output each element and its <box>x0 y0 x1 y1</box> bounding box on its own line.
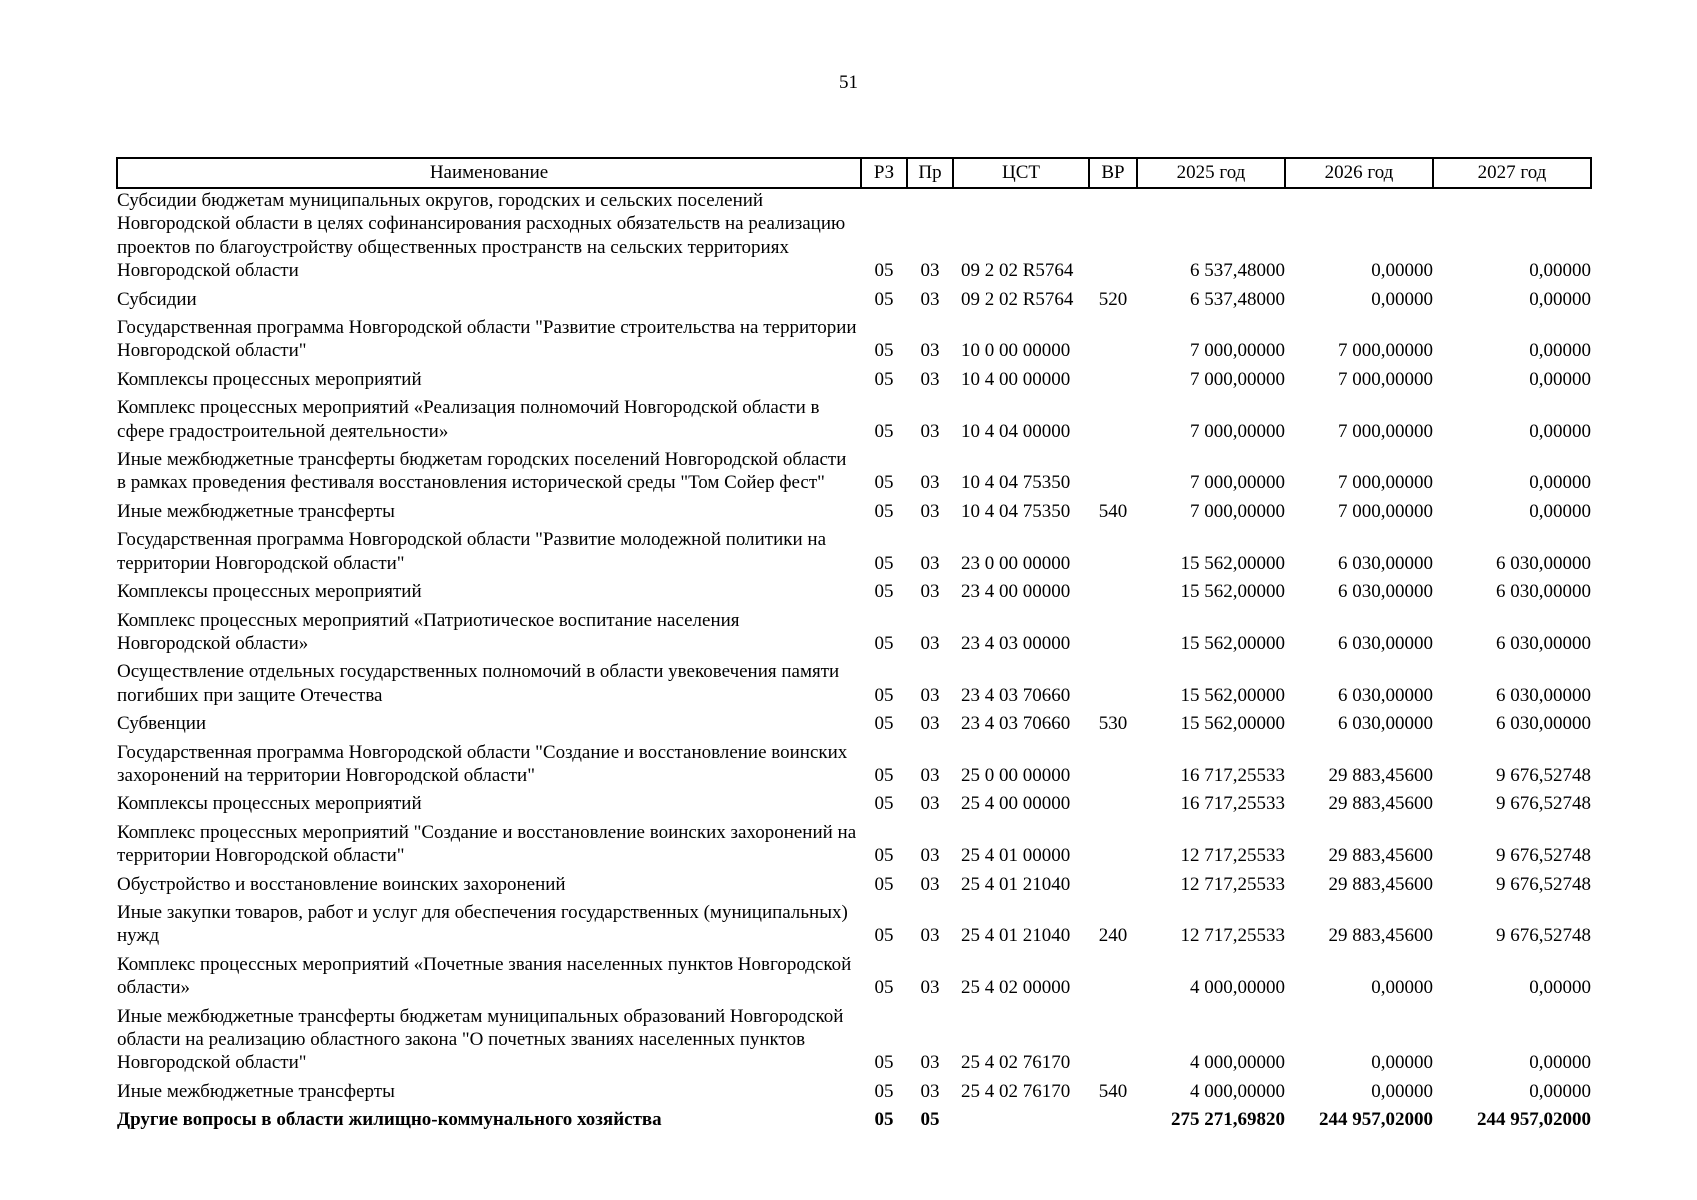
cell-pr: 05 <box>920 1109 940 1131</box>
cell-2026: 6 030,00000 <box>1338 713 1433 735</box>
cell-2027: 6 030,00000 <box>1496 632 1591 654</box>
cell-name: Осуществление отдельных государственных полномочий в области увековечения памяти погибших при защите Отечества <box>117 661 840 706</box>
cell-name: Субвенции <box>117 713 207 735</box>
cell-rz: 05 <box>874 684 894 706</box>
cell-vr <box>1089 188 1137 288</box>
cell-2027: 9 676,52748 <box>1496 793 1591 815</box>
cell-2026: 6 030,00000 <box>1338 684 1433 706</box>
cell-2026: 7 000,00000 <box>1338 472 1433 494</box>
header-rz: РЗ <box>861 158 907 188</box>
cell-2026: 0,00000 <box>1371 1052 1433 1074</box>
cell-2025: 7 000,00000 <box>1190 472 1285 494</box>
cell-2026: 29 883,45600 <box>1328 873 1433 895</box>
cell-pr: 03 <box>920 368 940 390</box>
cell-name: Обустройство и восстановление воинских захоронений <box>117 873 566 895</box>
cell-2026: 7 000,00000 <box>1338 368 1433 390</box>
cell-vr <box>1089 1005 1137 1080</box>
cell-2025: 7 000,00000 <box>1190 500 1285 522</box>
cell-2027: 0,00000 <box>1529 260 1591 282</box>
cell-vr <box>1089 316 1137 368</box>
cell-pr: 03 <box>920 552 940 574</box>
table-row <box>117 580 1591 608</box>
table-body <box>117 188 1591 1137</box>
cell-2027: 9 676,52748 <box>1496 845 1591 867</box>
budget-table <box>116 157 1592 1137</box>
table-row <box>117 316 1591 368</box>
cell-2026: 29 883,45600 <box>1328 925 1433 947</box>
table-row <box>117 500 1591 528</box>
cell-rz: 05 <box>874 552 894 574</box>
cell-vr <box>1089 741 1137 793</box>
cell-2027: 6 030,00000 <box>1496 713 1591 735</box>
cell-cst: 25 4 02 76170 <box>961 1080 1071 1102</box>
cell-pr: 03 <box>920 684 940 706</box>
cell-vr <box>1089 953 1137 1005</box>
cell-vr <box>1089 448 1137 500</box>
cell-cst: 25 4 02 00000 <box>961 977 1071 999</box>
cell-2025: 15 562,00000 <box>1180 684 1285 706</box>
cell-2026: 244 957,02000 <box>1319 1109 1433 1131</box>
cell-2026: 6 030,00000 <box>1338 552 1433 574</box>
cell-cst: 25 4 01 21040 <box>961 873 1071 895</box>
cell-pr: 03 <box>920 420 940 442</box>
cell-vr: 540 <box>1098 500 1128 522</box>
cell-rz: 05 <box>874 632 894 654</box>
cell-2027: 9 676,52748 <box>1496 873 1591 895</box>
cell-cst: 25 4 02 76170 <box>961 1052 1071 1074</box>
header-pr: Пр <box>907 158 953 188</box>
cell-cst: 23 4 00 00000 <box>961 581 1071 603</box>
cell-2027: 0,00000 <box>1529 288 1591 310</box>
cell-pr: 03 <box>920 260 940 282</box>
cell-2025: 6 537,48000 <box>1190 288 1285 310</box>
cell-cst: 09 2 02 R5764 <box>961 288 1074 310</box>
cell-vr <box>1089 660 1137 712</box>
table-row <box>117 660 1591 712</box>
cell-2025: 15 562,00000 <box>1180 552 1285 574</box>
cell-name: Субсидии бюджетам муниципальных округов, городских и сельских поселений Новгородской области в целях софинансирования расходных обязательств на реализацию проектов по благоустройству общественных пространств на сельских территориях Новгородской области <box>117 190 846 282</box>
cell-2026: 7 000,00000 <box>1338 500 1433 522</box>
cell-name: Субсидии <box>117 288 197 310</box>
cell-cst: 23 4 03 00000 <box>961 632 1071 654</box>
cell-cst: 23 4 03 70660 <box>961 684 1071 706</box>
cell-pr: 03 <box>920 340 940 362</box>
cell-2025: 16 717,25533 <box>1180 764 1285 786</box>
cell-2027: 244 957,02000 <box>1477 1109 1591 1131</box>
cell-pr: 03 <box>920 793 940 815</box>
table-row <box>117 873 1591 901</box>
cell-cst: 23 4 03 70660 <box>961 713 1071 735</box>
table-row <box>117 188 1591 288</box>
cell-vr <box>1089 609 1137 661</box>
cell-rz: 05 <box>874 977 894 999</box>
cell-2025: 6 537,48000 <box>1190 260 1285 282</box>
cell-vr: 530 <box>1098 713 1128 735</box>
cell-pr: 03 <box>920 288 940 310</box>
cell-2025: 15 562,00000 <box>1180 713 1285 735</box>
cell-2027: 0,00000 <box>1529 368 1591 390</box>
table-row <box>117 953 1591 1005</box>
table-row <box>117 448 1591 500</box>
table-row <box>117 821 1591 873</box>
cell-pr: 03 <box>920 632 940 654</box>
header-2025: 2025 год <box>1137 158 1285 188</box>
cell-2025: 275 271,69820 <box>1171 1109 1285 1131</box>
cell-name: Другие вопросы в области жилищно-коммунального хозяйства <box>117 1109 662 1131</box>
header-cst: ЦСТ <box>953 158 1089 188</box>
cell-rz: 05 <box>874 925 894 947</box>
cell-rz: 05 <box>874 1080 894 1102</box>
cell-vr <box>1089 821 1137 873</box>
cell-pr: 03 <box>920 764 940 786</box>
header-vr: ВР <box>1089 158 1137 188</box>
cell-cst: 10 4 04 00000 <box>961 420 1071 442</box>
cell-pr: 03 <box>920 873 940 895</box>
cell-2025: 12 717,25533 <box>1180 873 1285 895</box>
cell-2027: 0,00000 <box>1529 1080 1591 1102</box>
cell-pr: 03 <box>920 1080 940 1102</box>
cell-pr: 03 <box>920 472 940 494</box>
cell-2025: 4 000,00000 <box>1190 1052 1285 1074</box>
table-row <box>117 741 1591 793</box>
cell-2026: 0,00000 <box>1371 977 1433 999</box>
cell-pr: 03 <box>920 925 940 947</box>
cell-2026: 7 000,00000 <box>1338 340 1433 362</box>
cell-cst: 25 0 00 00000 <box>961 764 1071 786</box>
cell-rz: 05 <box>874 713 894 735</box>
cell-rz: 05 <box>874 472 894 494</box>
cell-rz: 05 <box>874 1052 894 1074</box>
table-row <box>117 396 1591 448</box>
cell-2026: 6 030,00000 <box>1338 632 1433 654</box>
cell-vr <box>1089 528 1137 580</box>
cell-name: Комплекс процессных мероприятий "Создание и восстановление воинских захоронений на территории Новгородской области" <box>117 821 857 867</box>
cell-rz: 05 <box>874 764 894 786</box>
cell-vr: 520 <box>1098 288 1128 310</box>
table-row <box>117 1080 1591 1108</box>
page-number: 51 <box>839 72 858 93</box>
table-row <box>117 901 1591 953</box>
cell-rz: 05 <box>874 581 894 603</box>
cell-name: Иные межбюджетные трансферты бюджетам муниципальных образований Новгородской области на реализацию областного закона "О почетных званиях населенных пунктов Новгородской области" <box>117 1005 844 1074</box>
cell-2025: 16 717,25533 <box>1180 793 1285 815</box>
cell-2027: 0,00000 <box>1529 340 1591 362</box>
cell-2025: 7 000,00000 <box>1190 368 1285 390</box>
cell-name: Государственная программа Новгородской области "Развитие молодежной политики на территории Новгородской области" <box>117 529 827 574</box>
cell-2027: 6 030,00000 <box>1496 684 1591 706</box>
cell-vr <box>1089 1108 1137 1136</box>
cell-2027: 9 676,52748 <box>1496 925 1591 947</box>
cell-cst: 09 2 02 R5764 <box>961 260 1074 282</box>
cell-2027: 0,00000 <box>1529 472 1591 494</box>
table-row <box>117 368 1591 396</box>
cell-vr <box>1089 873 1137 901</box>
cell-vr: 540 <box>1098 1080 1128 1102</box>
cell-cst: 10 0 00 00000 <box>961 340 1071 362</box>
cell-rz: 05 <box>874 340 894 362</box>
cell-name: Комплексы процессных мероприятий <box>117 368 422 390</box>
cell-2027: 9 676,52748 <box>1496 764 1591 786</box>
cell-rz: 05 <box>874 873 894 895</box>
cell-cst: 10 4 00 00000 <box>961 368 1071 390</box>
cell-2026: 7 000,00000 <box>1338 420 1433 442</box>
cell-2027: 0,00000 <box>1529 420 1591 442</box>
cell-pr: 03 <box>920 713 940 735</box>
cell-2027: 0,00000 <box>1529 977 1591 999</box>
cell-2027: 6 030,00000 <box>1496 581 1591 603</box>
cell-2025: 12 717,25533 <box>1180 845 1285 867</box>
cell-2026: 0,00000 <box>1371 1080 1433 1102</box>
table-header-row <box>117 158 1591 188</box>
cell-cst: 10 4 04 75350 <box>961 500 1071 522</box>
cell-rz: 05 <box>874 288 894 310</box>
cell-name: Комплексы процессных мероприятий <box>117 793 422 815</box>
cell-rz: 05 <box>874 500 894 522</box>
cell-vr <box>1089 368 1137 396</box>
table-row <box>117 528 1591 580</box>
header-2027: 2027 год <box>1433 158 1591 188</box>
table-row <box>117 1005 1591 1080</box>
cell-vr <box>1089 792 1137 820</box>
cell-2027: 6 030,00000 <box>1496 552 1591 574</box>
cell-2025: 4 000,00000 <box>1190 1080 1285 1102</box>
cell-name: Иные межбюджетные трансферты <box>117 1080 395 1102</box>
cell-2027: 0,00000 <box>1529 1052 1591 1074</box>
cell-2026: 6 030,00000 <box>1338 581 1433 603</box>
cell-cst: 23 0 00 00000 <box>961 552 1071 574</box>
cell-name: Государственная программа Новгородской области "Создание и восстановление воинских захоронений на территории Новгородской области" <box>117 741 848 786</box>
header-2026: 2026 год <box>1285 158 1433 188</box>
cell-2027: 0,00000 <box>1529 500 1591 522</box>
cell-vr: 240 <box>1098 925 1128 947</box>
cell-rz: 05 <box>874 845 894 867</box>
table-row-total <box>117 1108 1591 1136</box>
cell-2025: 7 000,00000 <box>1190 340 1285 362</box>
cell-cst: 10 4 04 75350 <box>961 472 1071 494</box>
cell-2025: 15 562,00000 <box>1180 632 1285 654</box>
cell-2026: 0,00000 <box>1371 260 1433 282</box>
cell-name: Иные межбюджетные трансферты <box>117 500 395 522</box>
cell-pr: 03 <box>920 500 940 522</box>
cell-pr: 03 <box>920 1052 940 1074</box>
cell-rz: 05 <box>874 260 894 282</box>
cell-cst: 25 4 01 21040 <box>961 925 1071 947</box>
table-row <box>117 288 1591 316</box>
cell-name: Комплекс процессных мероприятий «Патриотическое воспитание населения Новгородской области» <box>117 609 740 654</box>
cell-name: Комплексы процессных мероприятий <box>117 581 422 603</box>
cell-2025: 4 000,00000 <box>1190 977 1285 999</box>
cell-rz: 05 <box>874 1109 894 1131</box>
cell-vr <box>1089 396 1137 448</box>
cell-cst: 25 4 00 00000 <box>961 793 1071 815</box>
cell-2026: 0,00000 <box>1371 288 1433 310</box>
cell-rz: 05 <box>874 368 894 390</box>
cell-pr: 03 <box>920 581 940 603</box>
cell-cst: 25 4 01 00000 <box>961 845 1071 867</box>
cell-rz: 05 <box>874 420 894 442</box>
table-row <box>117 792 1591 820</box>
cell-name: Иные межбюджетные трансферты бюджетам городских поселений Новгородской области в рамках проведения фестиваля восстановления исторической среды "Том Сойер фест" <box>117 449 847 494</box>
cell-pr: 03 <box>920 845 940 867</box>
cell-2026: 29 883,45600 <box>1328 793 1433 815</box>
cell-rz: 05 <box>874 793 894 815</box>
cell-cst <box>953 1108 1089 1136</box>
cell-2025: 15 562,00000 <box>1180 581 1285 603</box>
header-name: Наименование <box>117 158 861 188</box>
table-row <box>117 712 1591 740</box>
cell-pr: 03 <box>920 977 940 999</box>
cell-name: Комплекс процессных мероприятий «Почетные звания населенных пунктов Новгородской области» <box>117 953 852 999</box>
cell-2025: 12 717,25533 <box>1180 925 1285 947</box>
cell-name: Иные закупки товаров, работ и услуг для обеспечения государственных (муниципальных) нужд <box>117 901 848 947</box>
cell-name: Комплекс процессных мероприятий «Реализация полномочий Новгородской области в сфере градостроительной деятельности» <box>117 397 820 442</box>
cell-name: Государственная программа Новгородской области "Развитие строительства на территории Новгородской области" <box>117 317 857 362</box>
table-row <box>117 609 1591 661</box>
cell-2025: 7 000,00000 <box>1190 420 1285 442</box>
cell-2026: 29 883,45600 <box>1328 845 1433 867</box>
cell-2026: 29 883,45600 <box>1328 764 1433 786</box>
cell-vr <box>1089 580 1137 608</box>
